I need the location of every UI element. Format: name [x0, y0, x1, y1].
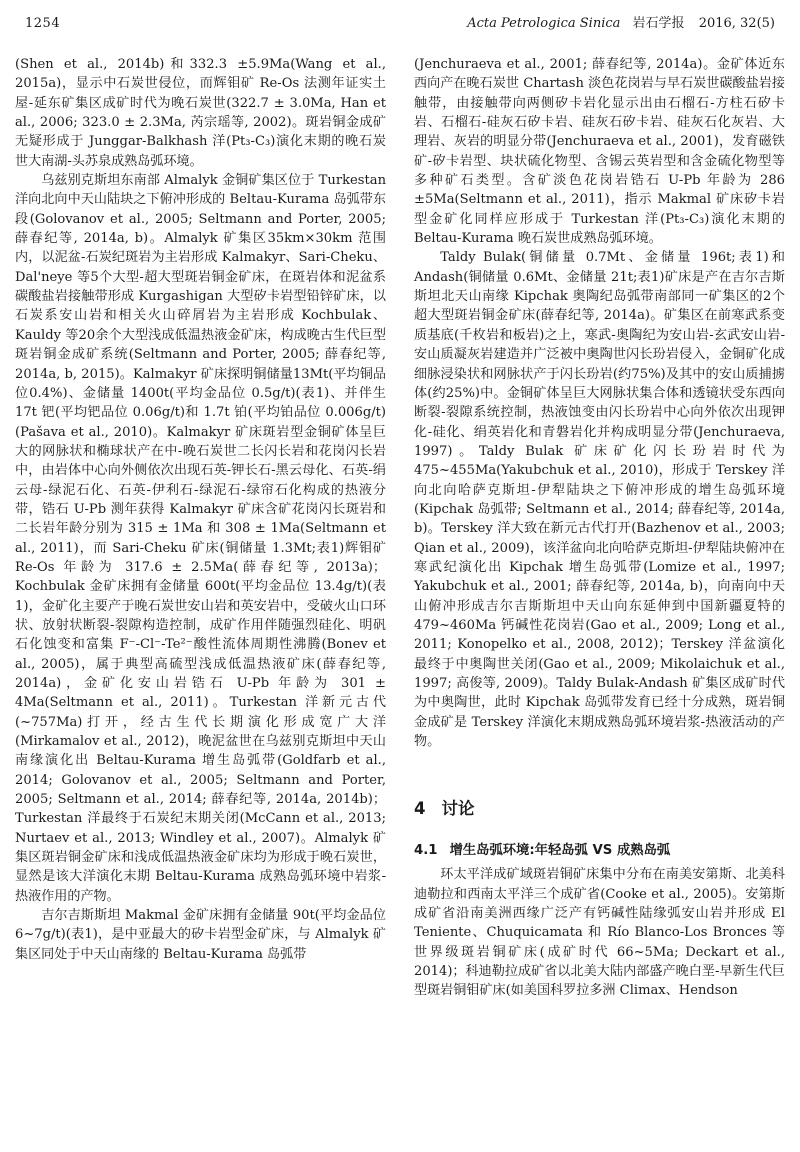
paragraph: 环太平洋成矿域斑岩铜矿床集中分布在南美安第斯、北美科迪勒拉和西南太平洋三个成矿省(Cooke et al., 2005)。安第斯成矿省沿南美洲西缘广泛产有钙碱性陆缘弧安山岩并形成 El Teniente、Chuquicamata 和 Río Blanco-Los Bronces 等世界级斑岩铜矿床(成矿时代 66~5Ma; Deckart et al., 2014)；科迪勒拉成矿省以北美大陆内部盛产晚白垩-早新生代巨型斑岩铜钼矿床(如美国科罗拉多洲 Climax、Hendson: [414, 867, 785, 999]
journal-title-cn: 岩石学报: [632, 16, 685, 31]
journal-title-latin: Acta Petrologica Sinica: [467, 16, 621, 31]
paragraph: 乌兹别克斯坦东南部 Almalyk 金铜矿集区位于 Turkestan 洋向北向中天山陆块之下俯冲形成的 Beltau-Kurama 岛弧带东段(Golovanov et al., 2005; Seltmann and Porter, 2005; 薛春纪等, 2014a, b)。Almalyk 矿集区35km×30km 范围内，以泥盆-石炭纪斑岩为主岩形成 Kalmakyr、Sari-Cheku、Dal'neye 等5个大型-超大型斑岩铜金矿床，在斑岩体和泥盆系碳酸盐岩接触带形成 Kurgashigan 大型矽卡岩型铅锌矿床，以石炭系安山岩和相关火山碎屑岩为主岩形成 Kochbulak、Kauldy 等20余个大型浅成低温热液金矿床，构成晚古生代巨型斑岩铜金成矿系统(Seltmann and Porter, 2005; 薛春纪等, 2014a, b, 2015)。Kalmakyr 矿床探明铜储量13Mt(平均铜品位0.4%)、金储量 1400t(平均金品位 0.5g/t)(表1)、并伴生 17t 钯(平均钯品位 0.06g/t)和 1.7t 铂(平均铂品位 0.006g/t)(Pašava et al., 2010)。Kalmakyr 矿床斑岩型金铜矿体呈巨大的网脉状和椭球状产在中-晚石炭世二长闪长岩和花岗闪长岩中，由岩体中心向外侧依次出现石英-钾长石-黑云母化、石英-绢云母-绿泥石化、石英-伊利石-绿泥石-绿帘石化构成的热液分带，锆石 U-Pb 测年获得 Kalmakyr 矿床含矿花岗闪长斑岩和二长岩年龄分别为 315 ± 1Ma 和 308 ± 1Ma(Seltmann et al., 2011)，而 Sari-Cheku 矿床(铜储量 1.3Mt;表1)辉钼矿 Re-Os 年龄为 317.6 ± 2.5Ma(薛春纪等, 2013a)；Kochbulak 金矿床拥有金储量 600t(平均金品位 13.4g/t)(表1)，金矿化主要产于晚石炭世安山岩和英安岩中，受破火山口环状、放射状断裂-裂隙构造控制，成矿作用伴随强烈硅化、明矾石化蚀变和富集 F⁻-Cl⁻-Te²⁻酸性流体周期性沸腾(Bonev et al., 2005)，属于典型高硫型浅成低温热液矿床(薛春纪等, 2014a)，金矿化安山岩锆石 U-Pb 年龄为 301 ± 4Ma(Seltmann et al., 2011)。Turkestan 洋新元古代(~757Ma)打开，经古生代长期演化形成宽广大洋(Mirkamalov et al., 2012)，晚泥盆世在乌兹别克斯坦中天山南缘演化出 Beltau-Kurama 增生岛弧带(Goldfarb et al., 2014; Golovanov et al., 2005; Seltmann and Porter, 2005; Seltmann et al., 2014; 薛春纪等, 2014a, 2014b)；Turkestan 洋最终于石炭纪末期关闭(McCann et al., 2013; Nurtaev et al., 2013; Windley et al., 2007)。Almalyk 矿集区斑岩铜金矿床和浅成低温热液金矿床均为形成于晚石炭世，显然是该大洋演化末期 Beltau-Kurama 成熟岛弧环境中岩浆-热液作用的产物。: [15, 173, 386, 904]
paragraph: (Jenchuraeva et al., 2001; 薛春纪等, 2014a)。金矿体近东西向产在晚石炭世 Chartash 淡色花岗岩与早石炭世碳酸盐岩接触带，由接触带向两侧矽卡岩化显示出由石榴石-方柱石矽卡岩、石榴石-硅灰石矽卡岩、硅灰石矽卡岩、硅灰石化灰岩、大理岩、灰岩的明显分带(Jenchuraeva et al., 2001)，发育磁铁矿-矽卡岩型、块状硫化物型、含锡云英岩型和含金硫化物型等多种矿石类型。含矿淡色花岗岩锆石 U-Pb 年龄为 286 ±5Ma(Seltmann et al., 2011)，指示 Makmal 矿床矽卡岩型金矿化同样应形成于 Turkestan 洋(Pt₃-C₃)演化末期的 Beltau-Kurama 晚石炭世成熟岛弧环境。: [414, 57, 785, 247]
section-title: 讨论: [441, 799, 475, 819]
page-number: 1254: [25, 16, 61, 31]
paragraph: (Shen et al., 2014b)和332.3 ±5.9Ma(Wang et al., 2015a)，显示中石炭世侵位，而辉钼矿 Re-Os 法测年证实土屋-延东矿集区成矿时代为晚石炭世(322.7 ± 3.0Ma, Han et al., 2006; 323.0 ± 2.3Ma, 芮宗瑶等, 2002)。斑岩铜金成矿无疑形成于 Junggar-Balkhash 洋(Pt₃-C₃)演化末期的晚石炭世大南湖-头苏泉成熟岛弧环境。: [15, 57, 386, 169]
paragraph: 吉尔吉斯斯坦 Makmal 金矿床拥有金储量 90t(平均金品位6~7g/t)(表1)，是中亚最大的矽卡岩型金矿床，与 Almalyk 矿集区同处于中天山南缘的 Beltau-Kurama 岛弧带: [15, 908, 386, 962]
section-heading-discussion: [414, 795, 785, 819]
paragraph: Taldy Bulak(铜储量 0.7Mt、金储量 196t;表1)和 Andash(铜储量 0.6Mt、金储量 21t;表1)矿床是产在吉尔吉斯斯坦北天山南缘 Kipchak 奥陶纪岛弧带南部同一矿集区的2个超大型斑岩铜金矿床(薛春纪等, 2014a)。矿集区在前寒武系变质基底(千枚岩和板岩)之上，寒武-奥陶纪为安山岩-玄武安山岩-安山质凝灰岩建造并广泛被中奥陶世闪长玢岩侵入，金铜矿化成细脉浸染状和网脉状产于闪长玢岩(约75%)及其中的安山质捕掳体(约25%)中。金铜矿体呈巨大网脉状集合体和透镜状受东西向断裂-裂隙系统控制，热液蚀变由闪长玢岩中心向外依次出现钾化-硅化、绢英岩化和青磐岩化并构成明显分带(Jenchuraeva, 1997)。Taldy Bulak 矿床矿化闪长玢岩时代为 475~455Ma(Yakubchuk et al., 2010)，形成于 Terskey 洋向北向哈萨克斯坦-伊犁陆块之下俯冲形成的增生岛弧环境(Kipchak 岛弧带; Seltmann et al., 2014; 薛春纪等, 2014a, b)。Terskey 洋大致在新元古代打开(Bazhenov et al., 2003; Qian et al., 2009)，该洋盆向北向哈萨克斯坦-伊犁陆块俯冲在寒武纪演化出 Kipchak 增生岛弧带(Lomize et al., 1997; Yakubchuk et al., 2001; 薛春纪等, 2014a, b)，向南向中天山俯冲形成吉尔吉斯斯坦中天山向东延伸到中国新疆夏特的 479~460Ma 钙碱性花岗岩(Gao et al., 2009; Long et al., 2011; Konopelko et al., 2008, 2012)；Terskey 洋盆演化最终于中奥陶世关闭(Gao et al., 2009; Mikolaichuk et al., 1997; 高俊等, 2009)。Taldy Bulak-Andash 矿集区成矿时代为中奥陶世，此时 Kipchak 岛弧带发育已经十分成熟，斑岩铜金成矿是 Terskey 洋演化末期成熟岛弧环境岩浆-热液活动的产物。: [414, 250, 785, 750]
section-number: 4: [414, 799, 426, 819]
two-column-body: [13, 55, 787, 1001]
subsection-title: 增生岛弧环境:年轻岛弧 VS 成熟岛弧: [449, 843, 671, 859]
journal-line: [467, 12, 775, 31]
right-column: [414, 55, 785, 1001]
subsection-heading: [414, 839, 785, 858]
subsection-number: 4.1: [414, 843, 438, 859]
running-header: [13, 10, 787, 31]
journal-issue: 2016, 32(5): [698, 16, 775, 31]
left-column: [15, 55, 386, 1001]
